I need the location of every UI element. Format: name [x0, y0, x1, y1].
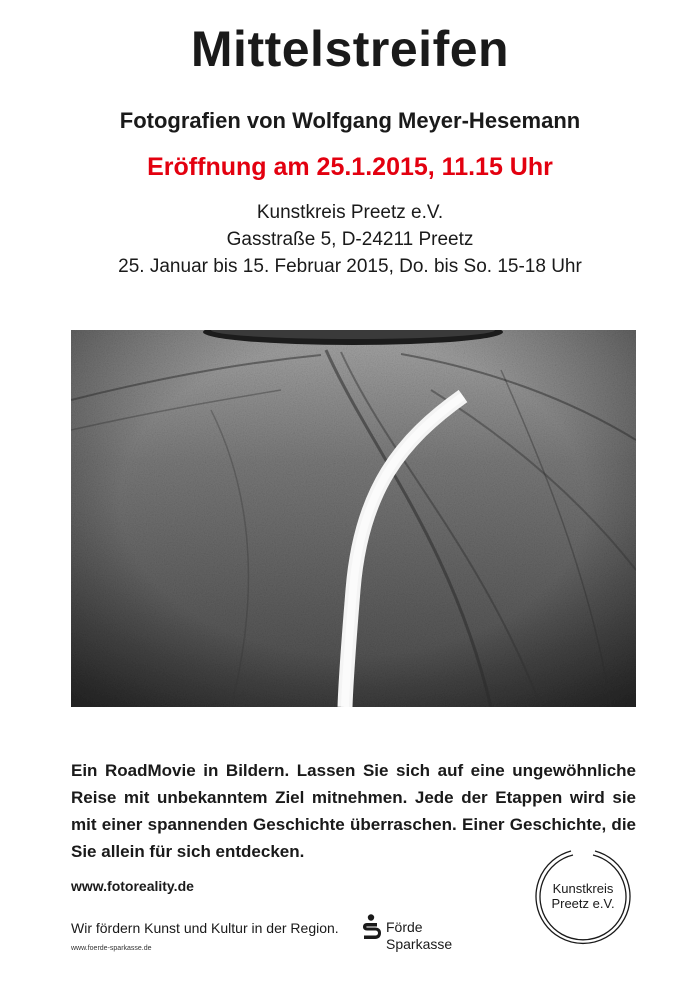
exhibition-description: Ein RoadMovie in Bildern. Lassen Sie sich auf eine ungewöhnliche Reise mit unbekanntem Ziel mitnehmen. Jede der Etappen wird sie mit einer spannenden Geschichte überraschen. Einer Geschichte, die Sie allein für sich entdecken. — [71, 761, 636, 861]
poster-title: Mittelstreifen — [190, 21, 510, 77]
sparkasse-logo-icon — [361, 914, 381, 942]
sponsor-slogan: Wir fördern Kunst und Kultur in der Region. — [71, 920, 339, 936]
opening-date: Eröffnung am 25.1.2015, 11.15 Uhr — [147, 153, 553, 181]
venue-info — [0, 199, 700, 280]
venue-name: Kunstkreis Preetz e.V. — [256, 202, 444, 223]
sponsor-name — [386, 919, 452, 953]
venue-dates: 25. Januar bis 15. Februar 2015, Do. bis So. 15-18 Uhr — [118, 256, 582, 277]
road-photo — [71, 330, 636, 707]
road-photo-graphic — [71, 330, 636, 707]
seal-line1: Kunstkreis — [552, 881, 614, 896]
seal-line2: Preetz e.V. — [551, 896, 615, 911]
poster-subtitle: Fotografien von Wolfgang Meyer-Hesemann — [119, 108, 581, 133]
sponsor-name-line1: Förde — [386, 919, 423, 935]
website-link[interactable]: www.fotoreality.de — [71, 878, 194, 894]
sponsor-name-line2: Sparkasse — [386, 936, 453, 952]
seal-text — [533, 881, 633, 911]
venue-address: Gasstraße 5, D-24211 Preetz — [226, 229, 474, 250]
sponsor-url[interactable]: www.foerde-sparkasse.de — [71, 945, 152, 952]
